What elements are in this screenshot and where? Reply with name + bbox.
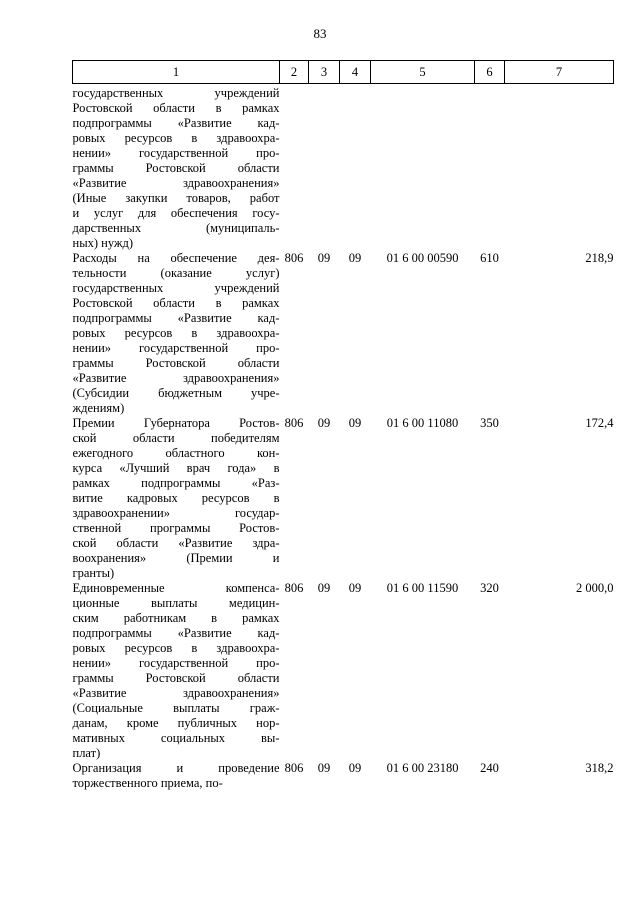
column-header-2: 2 — [280, 61, 309, 84]
amount: 2 000,0 — [576, 581, 614, 595]
chapter-code: 806 — [284, 581, 304, 595]
name-line: государственных учреждений — [72, 281, 280, 295]
subsection-code: 09 — [348, 251, 362, 265]
name-line: ственной программы Ростов- — [72, 521, 280, 535]
expense-type-code: 350 — [480, 416, 499, 430]
name-line: подпрограммы «Развитие кад- — [72, 116, 280, 130]
row-name — [73, 761, 280, 791]
column-header-3: 3 — [309, 61, 340, 84]
column-header-4: 4 — [340, 61, 371, 84]
chapter-code: 806 — [284, 761, 304, 775]
expense-type-code: 240 — [480, 761, 499, 775]
subsection-code: 09 — [348, 761, 362, 775]
subsection-code: 09 — [348, 581, 362, 595]
name-line: ской области «Развитие здра- — [72, 536, 280, 550]
name-line: тельности (оказание услуг) — [72, 266, 280, 280]
name-line: плат) — [72, 746, 101, 760]
table-row — [73, 416, 614, 581]
section-code — [309, 84, 340, 252]
target-article-code: 01 6 00 23180 — [386, 761, 459, 775]
table-row — [73, 251, 614, 416]
expense-type-code — [475, 84, 505, 252]
name-line: ждениям) — [72, 401, 125, 415]
target-article-code: 01 6 00 00590 — [386, 251, 459, 265]
target-article-code: 01 6 00 11080 — [386, 416, 459, 430]
table-row — [73, 581, 614, 761]
name-line: рамках подпрограммы «Раз- — [72, 476, 280, 490]
name-line: курса «Лучший врач года» в — [72, 461, 280, 475]
name-line: ных) нужд) — [72, 236, 134, 250]
name-line: Расходы на обеспечение дея- — [72, 251, 280, 265]
name-line: Организация и проведение — [72, 761, 280, 775]
name-line: торжественного приема, по- — [72, 776, 223, 790]
amount: 218,9 — [585, 251, 614, 265]
section-code: 09 — [317, 416, 331, 430]
header-row — [73, 61, 614, 84]
subsection-code: 09 — [348, 416, 362, 430]
name-line: Ростовской области в рамках — [72, 101, 280, 115]
amount: 172,4 — [585, 416, 614, 430]
name-line: здравоохранении» государ- — [72, 506, 280, 520]
name-line: подпрограммы «Развитие кад- — [72, 626, 280, 640]
name-line: Премии Губернатора Ростов- — [72, 416, 280, 430]
name-line: ежегодного областного кон- — [72, 446, 280, 460]
column-header-6: 6 — [475, 61, 505, 84]
row-name — [73, 416, 280, 581]
name-line: «Развитие здравоохранения» — [72, 176, 280, 190]
chapter-code — [280, 84, 309, 252]
section-code: 09 — [317, 251, 331, 265]
name-line: дарственных (муниципаль- — [72, 221, 280, 235]
name-line: Единовременные компенса- — [72, 581, 280, 595]
row-name — [73, 84, 280, 252]
name-line: нении» государственной про- — [72, 656, 280, 670]
name-line: нении» государственной про- — [72, 146, 280, 160]
name-line: государственных учреждений — [72, 86, 280, 100]
name-line: и услуг для обеспечения госу- — [72, 206, 280, 220]
name-line: гранты) — [72, 566, 115, 580]
name-line: мативных социальных вы- — [72, 731, 280, 745]
table-row — [73, 761, 614, 791]
name-line: (Иные закупки товаров, работ — [72, 191, 280, 205]
expense-type-code: 610 — [480, 251, 499, 265]
name-line: ской области победителям — [72, 431, 280, 445]
budget-table — [72, 60, 614, 791]
name-line: ционные выплаты медицин- — [72, 596, 280, 610]
name-line: ским работникам в рамках — [72, 611, 280, 625]
page-number: 83 — [313, 26, 327, 41]
name-line: ровых ресурсов в здравоохра- — [72, 131, 280, 145]
chapter-code: 806 — [284, 251, 304, 265]
name-line: данам, кроме публичных нор- — [72, 716, 280, 730]
name-line: воохранения» (Премии и — [72, 551, 280, 565]
subsection-code — [340, 84, 371, 252]
name-line: граммы Ростовской области — [72, 356, 280, 370]
section-code: 09 — [317, 761, 331, 775]
chapter-code: 806 — [284, 416, 304, 430]
name-line: (Социальные выплаты граж- — [72, 701, 280, 715]
amount — [505, 84, 614, 252]
name-line: Ростовской области в рамках — [72, 296, 280, 310]
name-line: нении» государственной про- — [72, 341, 280, 355]
name-line: (Субсидии бюджетным учре- — [72, 386, 280, 400]
name-line: «Развитие здравоохранения» — [72, 686, 280, 700]
row-name — [73, 581, 280, 761]
row-name — [73, 251, 280, 416]
column-header-5: 5 — [371, 61, 475, 84]
name-line: «Развитие здравоохранения» — [72, 371, 280, 385]
column-header-1: 1 — [73, 61, 280, 84]
amount: 318,2 — [585, 761, 614, 775]
name-line: витие кадровых ресурсов в — [72, 491, 280, 505]
table-body — [73, 84, 614, 792]
name-line: ровых ресурсов в здравоохра- — [72, 326, 280, 340]
column-header-7: 7 — [505, 61, 614, 84]
target-article-code — [371, 84, 475, 252]
table-row — [73, 84, 614, 252]
name-line: ровых ресурсов в здравоохра- — [72, 641, 280, 655]
name-line: подпрограммы «Развитие кад- — [72, 311, 280, 325]
name-line: граммы Ростовской области — [72, 161, 280, 175]
name-line: граммы Ростовской области — [72, 671, 280, 685]
expense-type-code: 320 — [480, 581, 499, 595]
target-article-code: 01 6 00 11590 — [386, 581, 459, 595]
section-code: 09 — [317, 581, 331, 595]
